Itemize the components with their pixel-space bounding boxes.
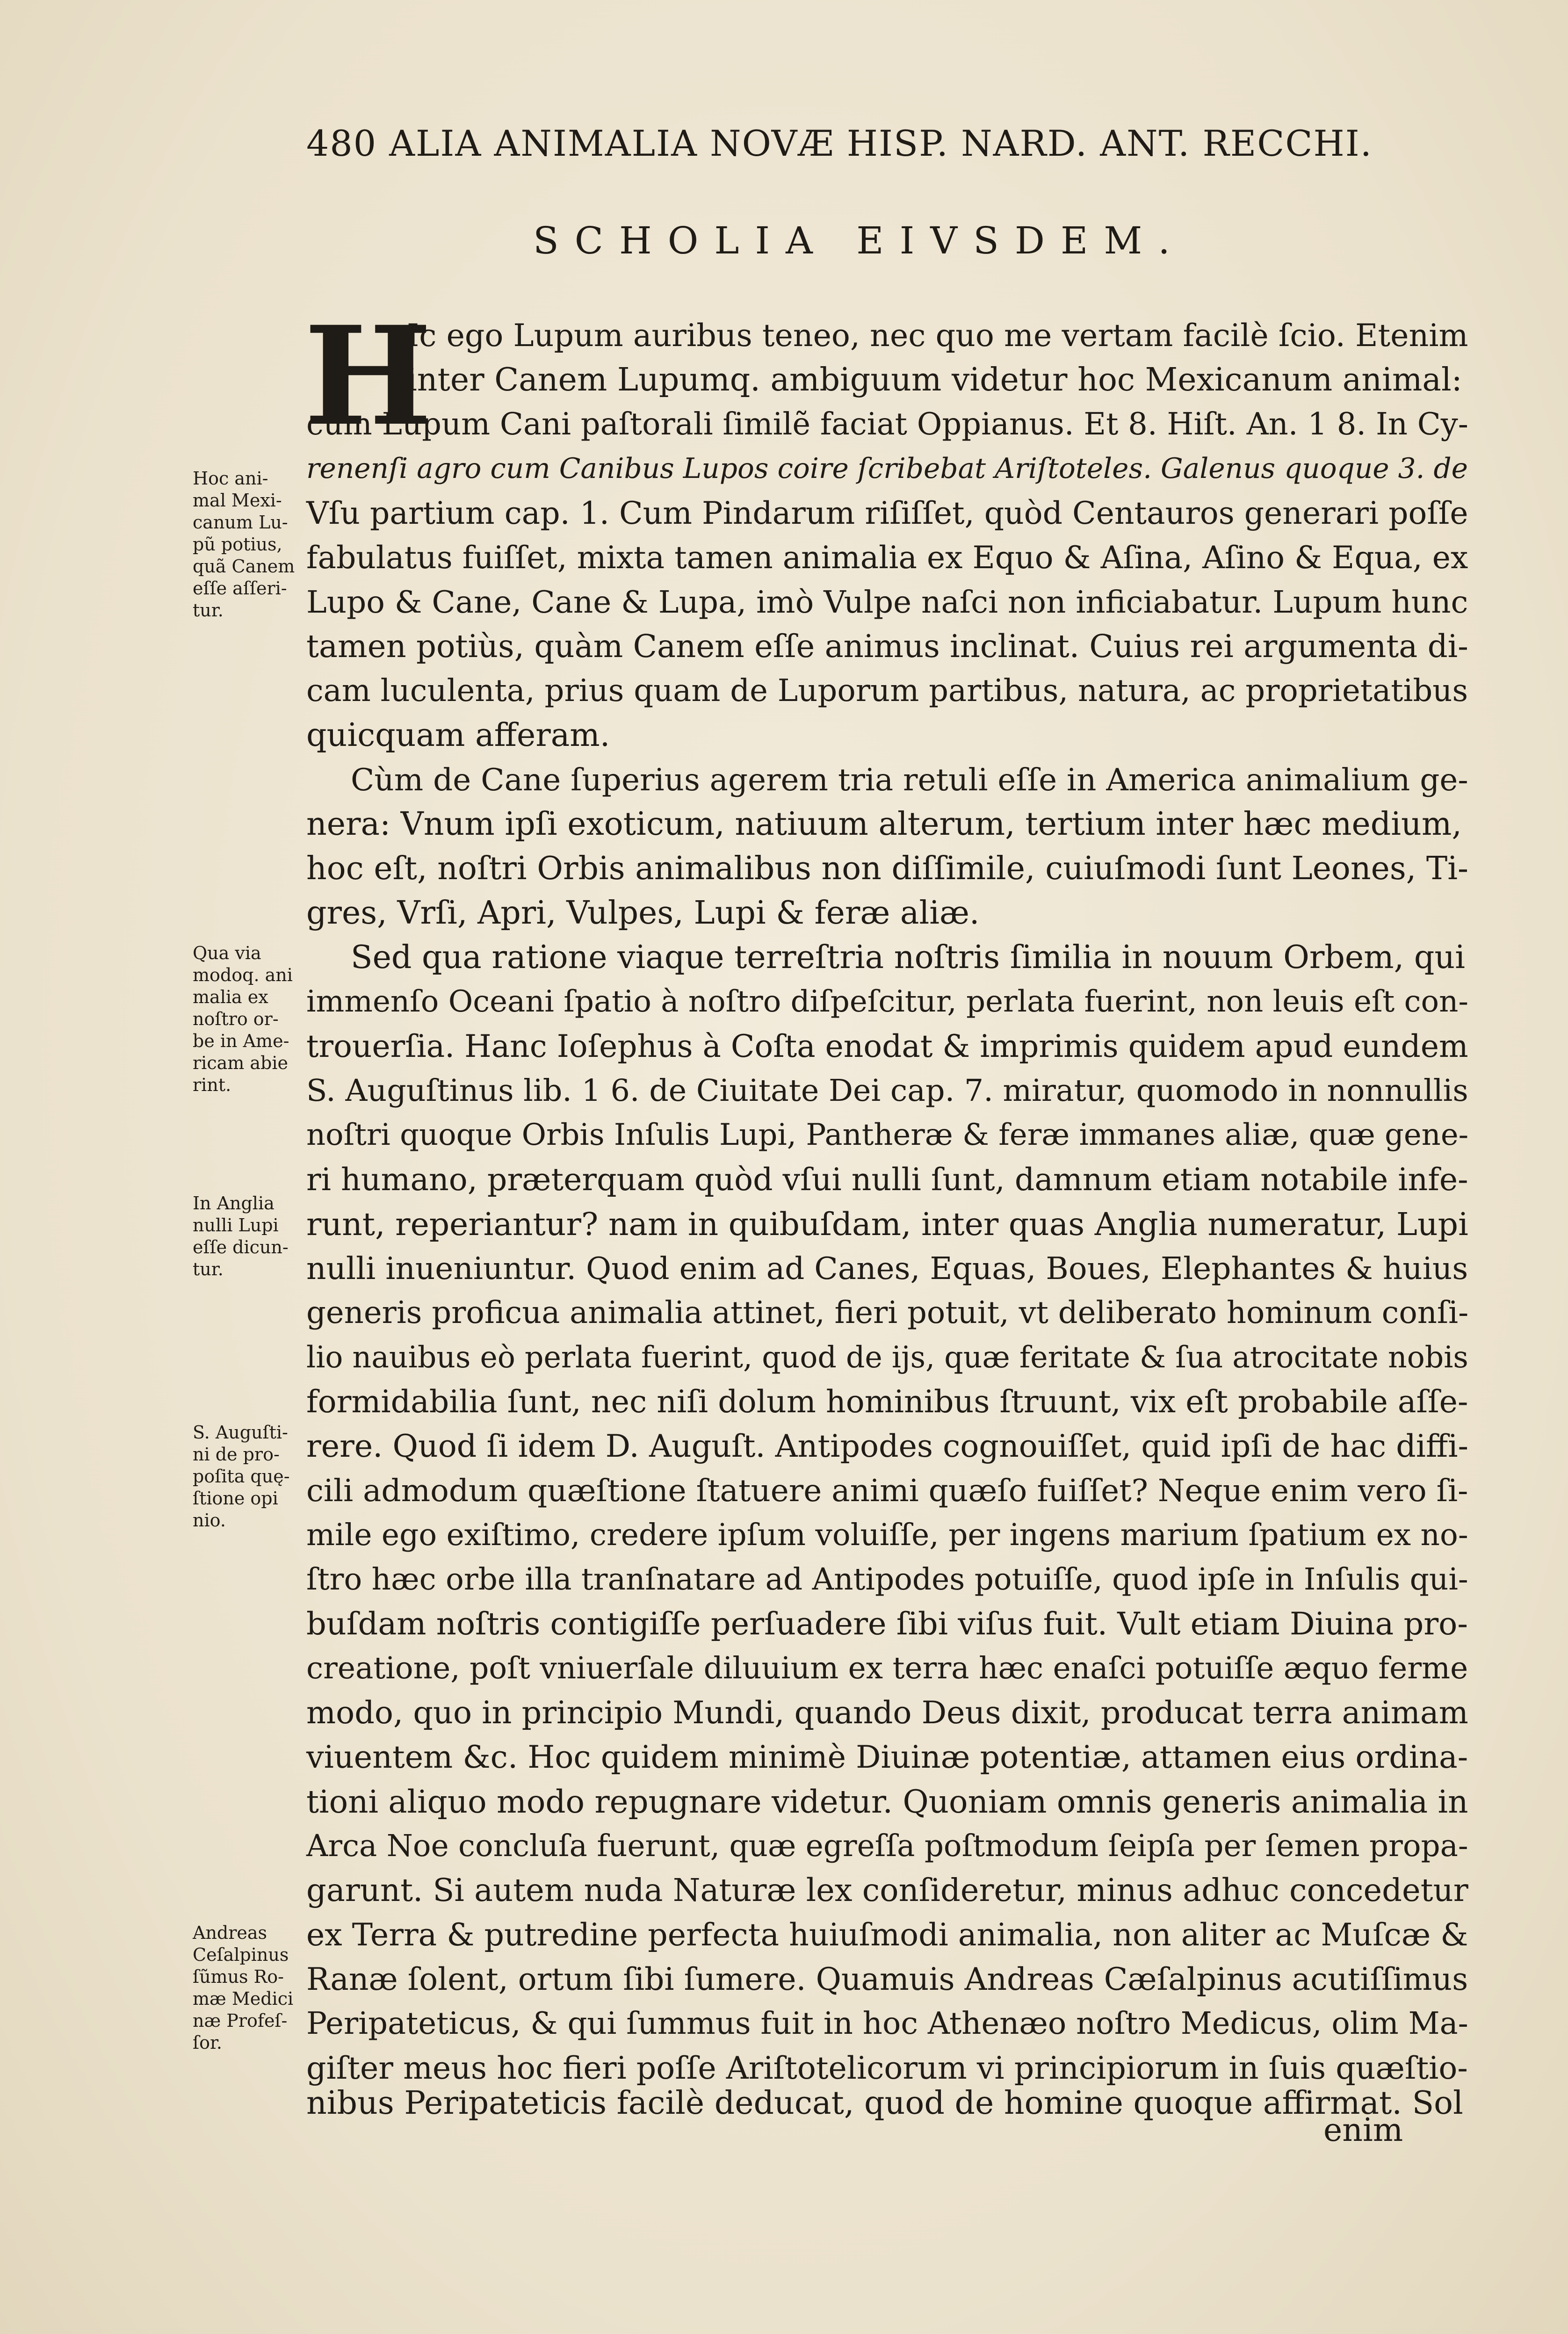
margin-note-line: Qua via <box>193 943 261 963</box>
margin-note-line: ſtione opi <box>193 1488 278 1509</box>
margin-note-line: modoq. ani <box>193 965 293 985</box>
text-line: Sed qua ratione viaque terreſtria noſtris ſimilia in nouum Orbem, qui <box>351 939 1465 976</box>
text-line: gres, Vrſi, Apri, Vulpes, Lupi & feræ aliæ. <box>306 895 980 932</box>
text-line: immenſo Oceani ſpatio à noſtro diſpeſcitur, perlata fuerint, non leuis eſt con- <box>306 984 1468 1019</box>
text-line: rere. Quod ſi idem D. Auguſt. Antipodes cognouiſſet, quid ipſi de hac diffi- <box>306 1428 1468 1464</box>
text-line: fabulatus fuiſſet, mixta tamen animalia ex Equo & Aſina, Aſino & Equa, ex <box>306 540 1468 576</box>
text-line: nulli inueniuntur. Quod enim ad Canes, Equas, Boues, Elephantes & huius <box>306 1250 1468 1286</box>
margin-note-line: quã Canem <box>193 556 295 577</box>
margin-note-line: mal Mexi- <box>193 490 282 511</box>
drop-cap: H <box>304 297 432 456</box>
margin-note-line: Hoc ani- <box>193 468 268 489</box>
margin-note-line: noſtro or- <box>193 1009 279 1029</box>
margin-note-line: tur. <box>193 1259 224 1279</box>
margin-note-line: eſſe aſſeri- <box>193 578 287 599</box>
text-line: hoc eſt, noſtri Orbis animalibus non diſſimile, cuiuſmodi ſunt Leones, Ti- <box>306 850 1468 887</box>
margin-note <box>193 1422 300 1532</box>
text-line: buſdam noſtris contigiſſe perſuadere ſibi viſus fuit. Vult etiam Diuina pro- <box>306 1605 1468 1642</box>
text-line: nera: Vnum ipſi exoticum, natiuum alterum, tertium inter hæc medium, <box>306 806 1462 843</box>
text-line: garunt. Si autem nuda Naturæ lex conſideretur, minus adhuc concedetur <box>306 1872 1468 1908</box>
margin-note-line: Andreas <box>193 1922 267 1943</box>
margin-note-line: canum Lu- <box>193 512 288 533</box>
margin-note-line: rint. <box>193 1075 231 1095</box>
text-line: Ic ego Lupum auribus teneo, nec quo me vertam facilè ſcio. Etenim <box>407 317 1468 354</box>
text-line: Peripateticus, & qui ſummus fuit in hoc Athenæo noſtro Medicus, olim Ma- <box>306 2006 1468 2041</box>
margin-note-line: næ Profeſ- <box>193 2010 288 2031</box>
running-title: ALIA ANIMALIA NOVÆ HISP. NARD. ANT. RECCHI. <box>389 123 1373 164</box>
text-line: S. Auguſtinus lib. 1 6. de Ciuitate Dei cap. 7. miratur, quomodo in nonnullis <box>306 1073 1468 1108</box>
text-line: Lupo & Cane, Cane & Lupa, imò Vulpe naſci non inficiabatur. Lupum hunc <box>306 584 1468 620</box>
text-line: Cùm de Cane ſuperius agerem tria retuli eſſe in America animalium ge- <box>351 762 1468 798</box>
margin-note-line: malia ex <box>193 987 268 1007</box>
margin-note <box>193 1192 300 1280</box>
margin-note-line: ſũmus Ro- <box>193 1966 284 1987</box>
text-line: giſter meus hoc fieri poſſe Ariſtotelicorum vi principiorum in ſuis quæſtio- <box>306 2050 1468 2086</box>
running-header <box>306 123 1373 164</box>
margin-note-line: Ceſalpinus <box>193 1944 289 1965</box>
margin-note <box>193 468 300 621</box>
margin-note-line: ni de pro- <box>193 1444 280 1465</box>
margin-note-line: pũ potius, <box>193 534 282 555</box>
text-line: creatione, poſt vniuerſale diluuium ex terra hæc enaſci potuiſſe æquo ferme <box>306 1651 1468 1686</box>
page-number: 480 <box>306 123 377 164</box>
text-line: Vſu partium cap. 1. Cum Pindarum riſiſſet, quòd Centauros generari poſſe <box>306 495 1468 531</box>
text-line: formidabilia ſunt, nec niſi dolum hominibus ſtruunt, vix eſt probabile aſſe- <box>306 1383 1468 1420</box>
text-line: cùm Lupum Cani paſtorali ſimilẽ faciat Oppianus. Et 8. Hiſt. An. 1 8. In Cy- <box>306 406 1468 442</box>
margin-note <box>193 942 300 1096</box>
margin-note-line: be in Ame- <box>193 1031 289 1051</box>
margin-note-line: nulli Lupi <box>193 1215 279 1236</box>
text-line: cam luculenta, prius quam de Luporum partibus, natura, ac proprietatibus <box>306 673 1468 708</box>
section-title: SCHOLIA EIVSDEM. <box>533 219 1186 262</box>
text-line: ſtro hæc orbe illa tranſnatare ad Antipodes potuiſſe, quod ipſe in Inſulis qui- <box>306 1562 1468 1597</box>
text-line: generis proficua animalia attinet, fieri potuit, vt deliberato hominum conſi- <box>306 1295 1469 1330</box>
text-line: viuentem &c. Hoc quidem minimè Diuinæ potentiæ, attamen eius ordina- <box>306 1739 1468 1775</box>
text-line: tioni aliquo modo repugnare videtur. Quoniam omnis generis animalia in <box>306 1783 1468 1820</box>
catchword: enim <box>1323 2112 1403 2149</box>
margin-note-line: mæ Medici <box>193 1988 294 2009</box>
text-line: quicquam afferam. <box>306 717 610 754</box>
text-line: ex Terra & putredine perfecta huiuſmodi animalia, non aliter ac Muſcæ & <box>306 1916 1468 1953</box>
text-line: noſtri quoque Orbis Inſulis Lupi, Pantheræ & feræ immanes aliæ, quæ gene- <box>306 1118 1469 1152</box>
margin-note-line: ſor. <box>193 2032 223 2053</box>
text-line: Ranæ ſolent, ortum ſibi ſumere. Quamuis Andreas Cæſalpinus acutiſſimus <box>306 1961 1468 1997</box>
margin-note-line: poſita quę- <box>193 1466 290 1487</box>
text-line: trouerſia. Hanc Ioſephus à Coſta enodat & imprimis quidem apud eundem <box>306 1028 1468 1064</box>
text-line: nibus Peripateticis facilè deducat, quod de homine quoque affirmat. Sol <box>306 2085 1463 2122</box>
text-line: renenſi agro cum Canibus Lupos coire ſcribebat Ariſtoteles. Galenus quoque 3. de <box>306 453 1468 485</box>
text-line: mile ego exiſtimo, credere ipſum voluiſſe, per ingens marium ſpatium ex no- <box>306 1517 1468 1553</box>
margin-note <box>193 1922 300 2054</box>
margin-note-line: tur. <box>193 600 224 621</box>
text-line: modo, quo in principio Mundi, quando Deus dixit, producat terra animam <box>306 1694 1468 1731</box>
margin-note-line: S. Auguſti- <box>193 1422 288 1443</box>
margin-note-line: eſſe dicun- <box>193 1237 289 1257</box>
margin-note-line: In Anglia <box>193 1193 275 1214</box>
margin-note-line: nio. <box>193 1510 226 1531</box>
text-line: tamen potiùs, quàm Canem eſſe animus inclinat. Cuius rei argumenta di- <box>306 628 1468 665</box>
text-line: inter Canem Lupumq. ambiguum videtur hoc Mexicanum animal: <box>407 361 1462 398</box>
text-line: Arca Noe concluſa fuerunt, quæ egreſſa poſtmodum ſeipſa per ſemen propa- <box>306 1828 1468 1864</box>
text-line: runt, reperiantur? nam in quibuſdam, inter quas Anglia numeratur, Lupi <box>306 1206 1468 1243</box>
text-line: cili admodum quæſtione ſtatuere animi quæſo fuiſſet? Neque enim vero ſi- <box>306 1473 1468 1509</box>
text-line: lio nauibus eò perlata fuerint, quod de ijs, quæ feritate & ſua atrocitate nobis <box>306 1340 1468 1374</box>
text-line: ri humano, præterquam quòd vſui nulli ſunt, damnum etiam notabile infe- <box>306 1161 1468 1198</box>
margin-note-line: ricam abie <box>193 1053 288 1073</box>
